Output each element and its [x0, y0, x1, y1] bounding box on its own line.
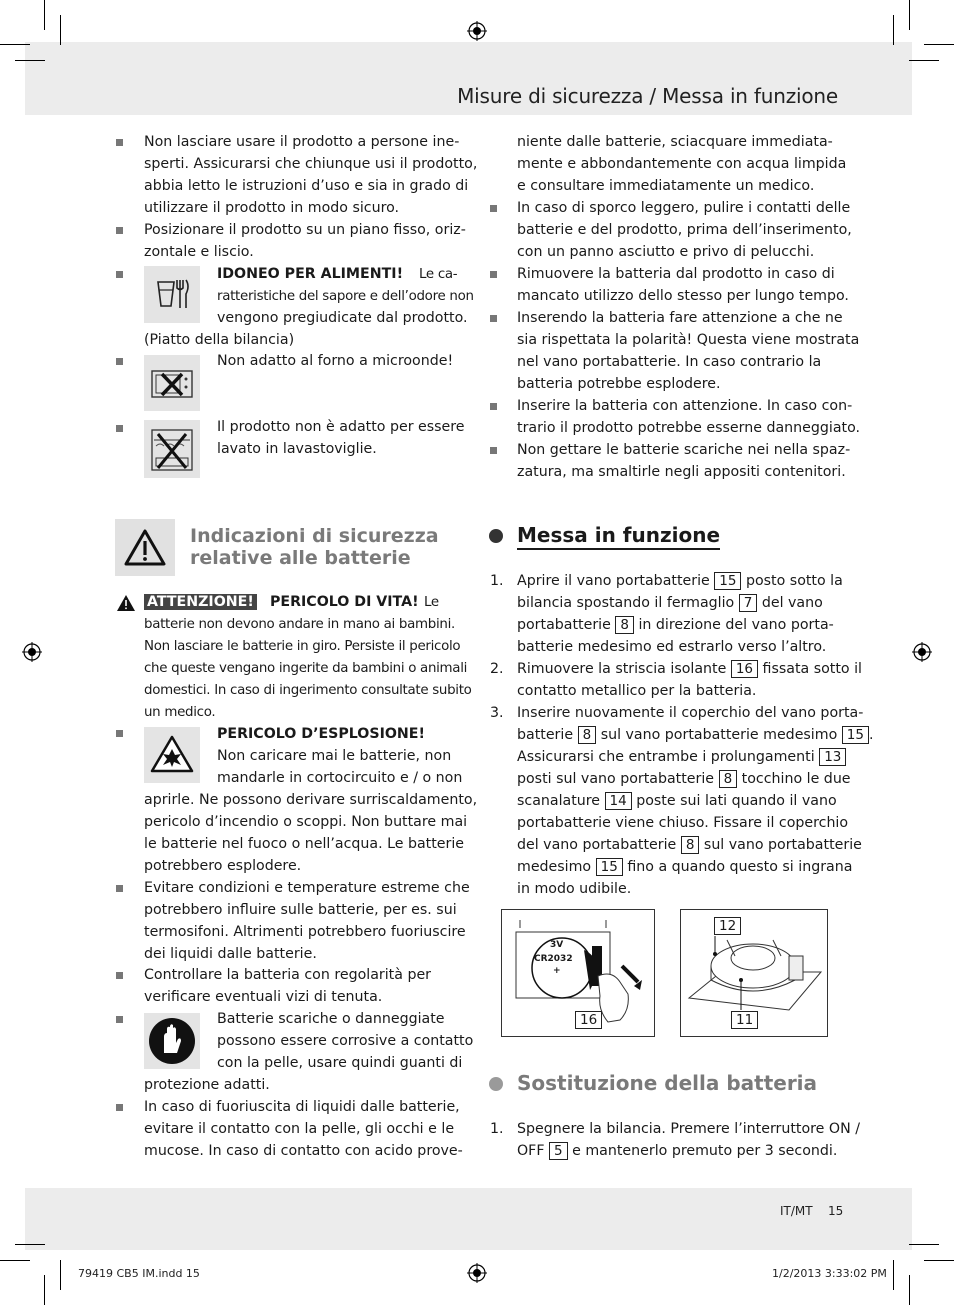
explosion-text: le batterie nel fuoco o nell’acqua. Le batterie: [144, 836, 465, 852]
bullet-text: batterie e del prodotto, prima dell’inserimento,: [517, 222, 852, 238]
attention-text: batterie non devono andare in mano ai bambini.: [144, 617, 455, 632]
crop-mark: [60, 1260, 61, 1290]
step-number: 2.: [490, 661, 504, 677]
step-text: OFF 5 e mantenerlo premuto per 3 secondi.: [517, 1143, 838, 1159]
bullet: [490, 315, 497, 322]
bullet: [490, 447, 497, 454]
no-microwave-text: Non adatto al forno a microonde!: [217, 353, 454, 369]
bullet: [116, 972, 123, 979]
explosion-text: mandarle in cortocircuito e / o non: [217, 770, 463, 786]
page-title: Misure di sicurezza / Messa in funzione: [457, 84, 838, 108]
section-bullet-icon: [489, 1077, 503, 1091]
crop-mark: [924, 1260, 954, 1261]
step-text: Assicurarsi che entrambe i prolungamenti 13: [517, 747, 846, 769]
explosion-text: aprirle. Ne possono derivare surriscaldamento,: [144, 792, 478, 808]
food-safe-icon: [144, 266, 200, 323]
bullet-text: sperti. Assicurarsi che chiunque usi il prodotto,: [144, 156, 478, 172]
footer-file: 79419 CB5 IM.indd 15: [78, 1267, 200, 1280]
battery-safety-heading: relative alle batterie: [190, 547, 411, 569]
registration-mark-icon: [22, 642, 42, 662]
no-microwave-icon: [144, 355, 200, 411]
bullet-text: trario il prodotto potrebbe esserne danneggiato.: [517, 420, 861, 436]
bullet: [116, 730, 123, 737]
crop-mark: [893, 1260, 894, 1290]
explosion-text: Non caricare mai le batterie, non: [217, 748, 452, 764]
bullet-text: sia rispettata la polarità! Questa viene mostrata: [517, 332, 860, 348]
gloves-text: con la pelle, usare quindi guanti di: [217, 1055, 463, 1071]
bullet: [490, 271, 497, 278]
bullet: [116, 271, 123, 278]
step-text: portabatterie 8 in direzione del vano porta-: [517, 617, 834, 633]
step-text: contatto metallico per la batteria.: [517, 683, 757, 699]
bullet-text: evitare il contatto con la pelle, gli occhi e le: [144, 1121, 455, 1137]
bullet-text: Controllare la batteria con regolarità per: [144, 967, 432, 983]
explosion-text: pericolo d’incendio o scoppi. Non buttare mai: [144, 814, 468, 830]
footer-lang: IT/MT: [780, 1204, 813, 1218]
sostituzione-heading: Sostituzione della batteria: [517, 1071, 818, 1095]
bullet-text: Inserire la batteria con attenzione. In caso con-: [517, 398, 853, 414]
bullet-text: batteria potrebbe esplodere.: [517, 376, 721, 392]
step-number: 1.: [490, 1121, 504, 1137]
explosion-hazard-icon: [144, 727, 200, 783]
step-text: del vano portabatterie 8 sul vano portabatterie: [517, 837, 862, 853]
bullet-text: zontale e liscio.: [144, 244, 254, 260]
attention-heading: PERICOLO DI VITA!: [270, 594, 419, 610]
footer-date: 1/2/2013 3:33:02 PM: [772, 1267, 887, 1280]
bullet: [116, 1016, 123, 1023]
bullet-text: con un panno asciutto e privo di pelucchi.: [517, 244, 815, 260]
battery-insulation-figure: [501, 909, 655, 1037]
section-bullet-icon: [489, 529, 503, 543]
crop-mark: [0, 1260, 30, 1261]
crop-mark: [44, 1275, 45, 1305]
bullet-text: Evitare condizioni e temperature estreme che: [144, 880, 470, 896]
bullet: [116, 139, 123, 146]
bullet: [116, 885, 123, 892]
bullet-text: nel vano portabatterie. In caso contrario la: [517, 354, 822, 370]
bullet-text: Inserendo la batteria fare attenzione a che ne: [517, 310, 843, 326]
bullet-text: verificare eventuali vizi di tenuta.: [144, 989, 383, 1005]
attention-label: ATTENZIONE!: [144, 592, 257, 614]
bullet-text: e consultare immediatamente un medico.: [517, 178, 815, 194]
explosion-heading: PERICOLO D’ESPLOSIONE!: [217, 726, 425, 742]
footer-page-number: 15: [828, 1204, 844, 1218]
step-number: 1.: [490, 573, 504, 589]
gloves-text: protezione adatti.: [144, 1077, 270, 1093]
crop-mark: [924, 44, 954, 45]
battery-label: CR2032: [534, 954, 573, 964]
warning-triangle-icon: [115, 519, 175, 576]
figure-callout: 11: [731, 1011, 758, 1029]
food-safe-text: ratteristiche del sapore e dell’odore non: [217, 289, 474, 304]
no-dishwasher-icon: [144, 420, 200, 478]
attention-text: Le: [424, 595, 439, 610]
no-dishwasher-text: Il prodotto non è adatto per essere: [217, 419, 465, 435]
step-text: bilancia spostando il fermaglio 7 del vano: [517, 595, 823, 611]
registration-mark-icon: [912, 642, 932, 662]
gloves-text: possono essere corrosive a contatto: [217, 1033, 474, 1049]
attention-text: che queste vengano ingerite da bambini o animali: [144, 661, 468, 676]
bullet-text: Non gettare le batterie scariche nei nella spaz-: [517, 442, 851, 458]
battery-label: +: [553, 966, 561, 976]
crop-mark: [15, 1244, 45, 1245]
bullet-text: mancato utilizzo dello stesso per lungo tempo.: [517, 288, 849, 304]
crop-mark: [909, 1275, 910, 1305]
attention-text: un medico.: [144, 705, 216, 720]
bullet-text: In caso di fuoriuscita di liquidi dalle batterie,: [144, 1099, 460, 1115]
step-text: batterie medesimo ed estrarlo verso l’altro.: [517, 639, 827, 655]
step-text: in modo udibile.: [517, 881, 632, 897]
bullet: [116, 425, 123, 432]
battery-safety-heading: Indicazioni di sicurezza: [190, 525, 439, 547]
food-safe-text: (Piatto della bilancia): [144, 332, 295, 348]
registration-mark-icon: [467, 21, 487, 41]
bullet-text: mucose. In caso di contatto con acido prove-: [144, 1143, 463, 1159]
step-number: 3.: [490, 705, 504, 721]
bullet-text: In caso di sporco leggero, pulire i contatti delle: [517, 200, 851, 216]
registration-mark-icon: [467, 1263, 487, 1283]
food-safe-text: vengono pregiudicate dal prodotto.: [217, 310, 468, 326]
crop-mark: [893, 15, 894, 45]
attention-text: domestici. In caso di ingerimento consultate subito: [144, 683, 472, 698]
step-text: posti sul vano portabatterie 8 tocchino le due: [517, 771, 851, 787]
crop-mark: [15, 60, 45, 61]
bullet-text: Non lasciare usare il prodotto a persone ine-: [144, 134, 460, 150]
bullet: [490, 205, 497, 212]
bullet-text: zatura, ma smaltirle negli appositi contenitori.: [517, 464, 846, 480]
bullet-text: dei liquidi dalle batterie.: [144, 946, 317, 962]
crop-mark: [909, 0, 910, 30]
attention-text: Non lasciare le batterie in giro. Persiste il pericolo: [144, 639, 461, 654]
step-text: Rimuovere la striscia isolante 16 fissata sotto il: [517, 661, 862, 677]
bullet: [116, 227, 123, 234]
crop-mark: [0, 44, 30, 45]
bullet: [116, 1104, 123, 1111]
crop-mark: [60, 15, 61, 45]
crop-mark: [909, 60, 939, 61]
step-text: batterie 8 sul vano portabatterie medesimo 15 .: [517, 727, 874, 743]
step-text: medesimo 15 fino a quando questo si ingrana: [517, 859, 853, 875]
battery-compartment-figure: [680, 909, 828, 1037]
gloves-icon: [144, 1013, 200, 1069]
step-text: Inserire nuovamente il coperchio del vano porta-: [517, 705, 864, 721]
gloves-text: Batterie scariche o danneggiate: [217, 1011, 445, 1027]
explosion-text: potrebbero esplodere.: [144, 858, 302, 874]
bullet: [490, 403, 497, 410]
bullet-text: utilizzare il prodotto in modo sicuro.: [144, 200, 400, 216]
figure-callout: 16: [575, 1011, 602, 1029]
battery-label: 3V: [550, 940, 564, 950]
bullet: [116, 358, 123, 365]
messa-heading: Messa in funzione: [517, 523, 720, 550]
step-text: Spegnere la bilancia. Premere l’interruttore ON /: [517, 1121, 860, 1137]
bullet-text: niente dalle batterie, sciacquare immediata-: [517, 134, 833, 150]
food-safe-heading: IDONEO PER ALIMENTI!: [217, 266, 404, 282]
bullet-text: potrebbero influire sulle batterie, per es. sui: [144, 902, 457, 918]
footer-band: [25, 1188, 912, 1250]
step-text: portabatterie viene chiuso. Fissare il coperchio: [517, 815, 849, 831]
bullet-text: Rimuovere la batteria dal prodotto in caso di: [517, 266, 835, 282]
figure-callout: 12: [714, 917, 741, 935]
step-text: Aprire il vano portabatterie 15 posto sotto la: [517, 573, 843, 589]
warning-triangle-icon: [116, 594, 136, 612]
no-dishwasher-text: lavato in lavastoviglie.: [217, 441, 377, 457]
crop-mark: [44, 0, 45, 30]
crop-mark: [909, 1244, 939, 1245]
bullet-text: Posizionare il prodotto su un piano fisso, oriz-: [144, 222, 466, 238]
food-safe-text: Le ca-: [419, 267, 458, 282]
step-text: scanalature 14 poste sui lati quando il vano: [517, 793, 837, 809]
bullet-text: abbia letto le istruzioni d’uso e sia in grado di: [144, 178, 469, 194]
bullet-text: mente e abbondantemente con acqua limpida: [517, 156, 847, 172]
bullet-text: termosifoni. Altrimenti potrebbero fuoriuscire: [144, 924, 466, 940]
